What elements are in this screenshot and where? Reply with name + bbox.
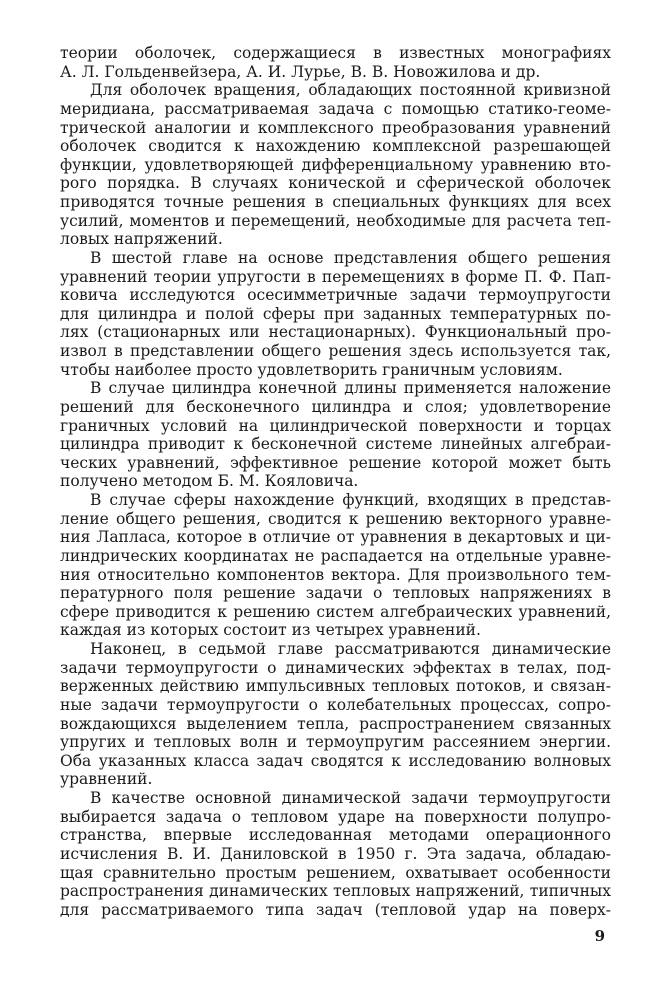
text-line: усилий, моментов и перемещений, необходимые для расчета теп-: [60, 211, 611, 230]
text-line: для рассматриваемого типа задач (тепловой удар на поверх-: [60, 900, 611, 919]
text-line: задачи термоупругости о динамических эффектах в телах, под-: [60, 658, 611, 677]
text-line: ные задачи термоупругости о колебательных процессах, сопро-: [60, 695, 611, 714]
text-line: Наконец, в седьмой главе рассматриваются динамические: [90, 640, 611, 658]
text-line: граничных условий на цилиндрической поверхности и торцах: [60, 416, 611, 435]
text-line: чтобы наиболее просто удовлетворить граничным условиям.: [60, 360, 563, 379]
text-line: В случае сферы нахождение функций, входящих в представ-: [90, 491, 611, 509]
text-line: приводятся точные решения в специальных функциях для всех: [60, 193, 611, 211]
text-line: распространения динамических тепловых напряжений, типичных: [60, 882, 611, 901]
text-line: уравнений теории упругости в перемещениях в форме П. Ф. Пап-: [60, 267, 611, 286]
text-line: получено методом Б. М. Кояловича.: [60, 472, 359, 491]
text-line: В шестой главе на основе представления общего решения: [90, 248, 611, 267]
text-line: В случае цилиндра конечной длины применяется наложение: [90, 379, 611, 398]
text-line: выбирается задача о тепловом ударе на поверхности полупро-: [60, 807, 611, 826]
text-line: каждая из которых состоит из четырех уравнений.: [60, 621, 481, 640]
text-line: ловых напряжений.: [60, 230, 223, 249]
text-line: трической аналогии и комплексного преобразования уравнений: [60, 118, 611, 137]
text-line: для цилиндра и полой сферы при заданных температурных по-: [60, 304, 611, 323]
text-line: функции, удовлетворяющей дифференциальному уравнению вто-: [60, 155, 611, 174]
text-line: извол в представлении общего решения здесь используется так,: [60, 342, 611, 360]
text-line: линдрических координатах не распадается на отдельные уравне-: [60, 546, 611, 565]
text-line: верженных действию импульсивных тепловых потоков, и связан-: [60, 677, 611, 696]
page-number: 9: [594, 927, 605, 945]
text-line: цилиндра приводит к бесконечной системе линейных алгебраи-: [60, 435, 611, 454]
text-line: А. Л. Гольденвейзера, А. И. Лурье, В. В. Новожилова и др.: [60, 62, 541, 81]
text-line: решений для бесконечного цилиндра и слоя; удовлетворение: [60, 397, 611, 416]
text-line: ковича исследуются осесимметричные задачи термоупругости: [60, 286, 611, 305]
text-line: уравнений.: [60, 770, 153, 789]
text-line: щая сравнительно простым решением, охватывает особенности: [60, 863, 611, 882]
text-line: Для оболочек вращения, обладающих постоянной кривизной: [90, 81, 611, 100]
text-line: В качестве основной динамической задачи термоупругости: [90, 789, 611, 807]
text-line: меридиана, рассматриваемая задача с помощью статико-геоме-: [60, 99, 611, 118]
text-line: ния относительно компонентов вектора. Для произвольного тем-: [60, 565, 611, 584]
text-line: рого порядка. В случаях конической и сферической оболочек: [60, 174, 611, 193]
text-line: Оба указанных класса задач сводятся к исследованию волновых: [60, 751, 611, 770]
text-line: теории оболочек, содержащиеся в известных монографиях: [60, 44, 611, 62]
text-line: странства, впервые исследованная методами операционного: [60, 826, 611, 845]
text-line: упругих и тепловых волн и термоупругим рассеянием энергии.: [60, 733, 611, 752]
text-line: ния Лапласа, которое в отличие от уравнения в декартовых и ци-: [60, 528, 611, 547]
text-line: оболочек сводится к нахождению комплексной разрешающей: [60, 137, 611, 156]
text-line: ческих уравнений, эффективное решение которой может быть: [60, 453, 611, 472]
body-text: [60, 44, 611, 919]
text-line: лях (стационарных или нестационарных). Функциональный про-: [60, 323, 611, 342]
text-line: пературного поля решение задачи о тепловых напряжениях в: [60, 584, 611, 603]
text-line: ление общего решения, сводится к решению векторного уравне-: [60, 509, 611, 528]
text-line: сфере приводится к решению систем алгебраических уравнений,: [60, 602, 611, 621]
text-line: исчисления В. И. Даниловской в 1950 г. Эта задача, обладаю-: [60, 844, 611, 863]
text-line: вождающихся выделением тепла, распространением связанных: [60, 714, 611, 733]
